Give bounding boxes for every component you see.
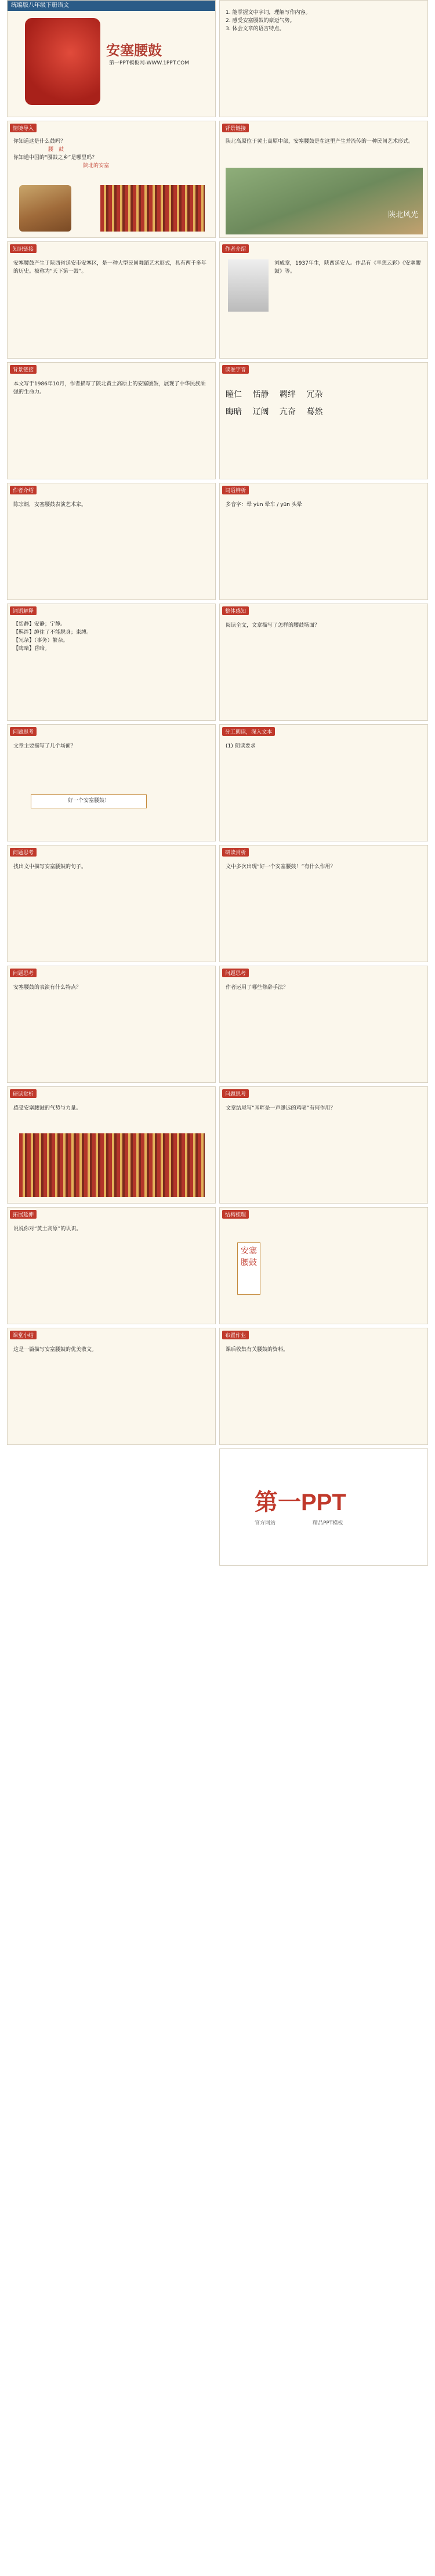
drum-image <box>25 18 100 105</box>
section-tag: 拓展延伸 <box>10 1210 37 1219</box>
word: 亢奋 <box>279 407 296 417</box>
body-text: 刘成章，1937年生，陕西延安人。作品有《羊想云彩》《安塞腰鼓》等。 <box>274 261 421 274</box>
vocab-list <box>13 620 209 653</box>
author-photo <box>228 259 269 312</box>
vocab-item: 【恬静】安静；宁静。 <box>13 622 66 627</box>
section-tag: 研读赏析 <box>10 1089 37 1098</box>
section-tag: 整体感知 <box>222 606 249 615</box>
footer-line: 官方网站 <box>255 1520 276 1526</box>
section-tag: 问题思考 <box>10 969 37 977</box>
word: 辽阔 <box>252 407 269 417</box>
section-tag: 知识链接 <box>10 244 37 253</box>
slide-pronunciation <box>219 362 428 479</box>
word: 羁绊 <box>279 390 296 399</box>
slide-question <box>7 724 216 841</box>
page-title: 安塞腰鼓 <box>106 42 162 59</box>
slide-extension <box>7 1207 216 1324</box>
goal-item: 1. 能掌握文中字词，理解写作内容。 <box>226 10 311 16</box>
section-tag: 作者介绍 <box>10 486 37 494</box>
slide-background <box>219 121 428 238</box>
word: 恬静 <box>252 390 269 399</box>
slide-author <box>219 241 428 359</box>
slide-question-2 <box>7 845 216 962</box>
word: 瞳仁 <box>226 390 242 399</box>
vocab-item: 【羁绊】缠住了不能脱身；束缚。 <box>13 630 92 635</box>
section-tag: 结构梳理 <box>222 1210 249 1219</box>
body-text: 找出文中描写安塞腰鼓的句子。 <box>13 864 87 870</box>
section-tag: 词语解释 <box>10 606 37 615</box>
goal-item: 2. 感受安塞腰鼓的豪迈气势。 <box>226 18 295 24</box>
answer-1: 腰 鼓 <box>48 147 64 153</box>
slide-header: 统编版八年级下册语文 <box>8 1 215 11</box>
body-text: 文章主要描写了几个场面？ <box>13 743 77 749</box>
word-grid <box>226 386 422 421</box>
body-text: 阅读全文，文章描写了怎样的腰鼓场面？ <box>226 623 320 628</box>
section-tag: 背景链接 <box>10 365 37 374</box>
body-text: 本文写于1986年10月，作者描写了陕北黄土高原上的安塞腰鼓，展现了中华民族顽强的生命力。 <box>13 381 206 395</box>
slide-question-5 <box>219 1086 428 1204</box>
section-tag: 问题思考 <box>10 848 37 857</box>
question-2: 你知道中国的“腰鼓之乡”是哪里吗？ <box>13 155 97 161</box>
body-text: 课后收集有关腰鼓的资料。 <box>226 1347 289 1353</box>
slide-homework <box>219 1328 428 1445</box>
footer-line: 精品PPT模板 <box>313 1520 343 1526</box>
body-text: 多音字：晕 yùn 晕车 / yūn 头晕 <box>226 502 302 508</box>
vocab-item: 【晦暗】昏暗。 <box>13 646 50 652</box>
performance-photo <box>19 1133 205 1197</box>
section-tag: 问题思考 <box>222 1089 249 1098</box>
question <box>13 138 209 170</box>
slide-footer <box>219 1448 428 1566</box>
dance-photo <box>100 185 205 232</box>
body-text: 作者运用了哪些修辞手法？ <box>226 985 289 991</box>
section-tag: 研读赏析 <box>222 848 249 857</box>
slide-vocab <box>7 604 216 721</box>
body-text: 这是一篇描写安塞腰鼓的优美散文。 <box>13 1347 97 1353</box>
drum-photo <box>19 185 71 232</box>
slide-polyphone <box>219 483 428 600</box>
section-tag: 布置作业 <box>222 1331 249 1339</box>
body-text: 陈宗炳，安塞腰鼓表演艺术家。 <box>13 502 87 508</box>
slide-goals <box>219 0 428 117</box>
slide-overview <box>219 604 428 721</box>
question-1: 你知道这是什么鼓吗？ <box>13 139 66 144</box>
slide-artist <box>7 483 216 600</box>
body-text: 安塞腰鼓的表演有什么特点？ <box>13 985 82 991</box>
structure-title: 安塞腰鼓 <box>237 1242 260 1295</box>
slide-analysis-2 <box>7 1086 216 1204</box>
body-text: 说说你对“黄土高原”的认识。 <box>13 1226 82 1232</box>
section-tag: 背景链接 <box>222 124 249 132</box>
slide-question-3 <box>7 966 216 1083</box>
section-tag: 分工朗读，深入文本 <box>222 727 275 736</box>
photo-label: 陕北风光 <box>387 211 418 219</box>
answer-box: 好一个安塞腰鼓！ <box>31 794 147 808</box>
slide-title <box>7 0 216 117</box>
brand-logo: 第一PPT <box>255 1490 346 1515</box>
word: 晦暗 <box>226 407 242 417</box>
goal-list <box>226 9 422 33</box>
section-tag: 课堂小结 <box>10 1331 37 1339</box>
slide-analysis <box>219 845 428 962</box>
section-tag: 作者介绍 <box>222 244 249 253</box>
section-tag: 问题思考 <box>10 727 37 736</box>
slide-reading <box>219 724 428 841</box>
answer-2: 陕北的安塞 <box>83 163 110 169</box>
slide-question-4 <box>219 966 428 1083</box>
slide-summary <box>7 1328 216 1445</box>
slide-structure <box>219 1207 428 1324</box>
landscape-photo <box>226 168 423 234</box>
section-tag: 问题思考 <box>222 969 249 977</box>
body-text: 文章结尾写“耳畔是一声渺远的鸡啼”有何作用？ <box>226 1105 336 1111</box>
body-text: 安塞腰鼓产生于陕西省延安市安塞区，是一种大型民间舞蹈艺术形式，具有两千多年的历史。被称为“天下第一鼓”。 <box>13 261 207 274</box>
body-text: (1) 朗读要求 <box>226 743 256 749</box>
slide-context <box>7 362 216 479</box>
site-caption: 第一PPT模板网-WWW.1PPT.COM <box>109 60 190 66</box>
body-text: 文中多次出现“好一个安塞腰鼓！”有什么作用？ <box>226 864 336 870</box>
goal-item: 3. 体会文章的语言特点。 <box>226 26 285 32</box>
section-tag: 情境导入 <box>10 124 37 132</box>
slide-knowledge <box>7 241 216 359</box>
slide-intro <box>7 121 216 238</box>
body-text: 感受安塞腰鼓的气势与力量。 <box>13 1105 82 1111</box>
vocab-item: 【冗杂】（事务）繁杂。 <box>13 638 68 644</box>
word: 冗杂 <box>306 390 323 399</box>
body-text: 陕北高原位于黄土高原中部，安塞腰鼓是在这里产生并流传的一种民间艺术形式。 <box>226 139 414 144</box>
word: 蓦然 <box>306 407 323 417</box>
section-tag: 词语辨析 <box>222 486 249 494</box>
section-tag: 读准字音 <box>222 365 249 374</box>
